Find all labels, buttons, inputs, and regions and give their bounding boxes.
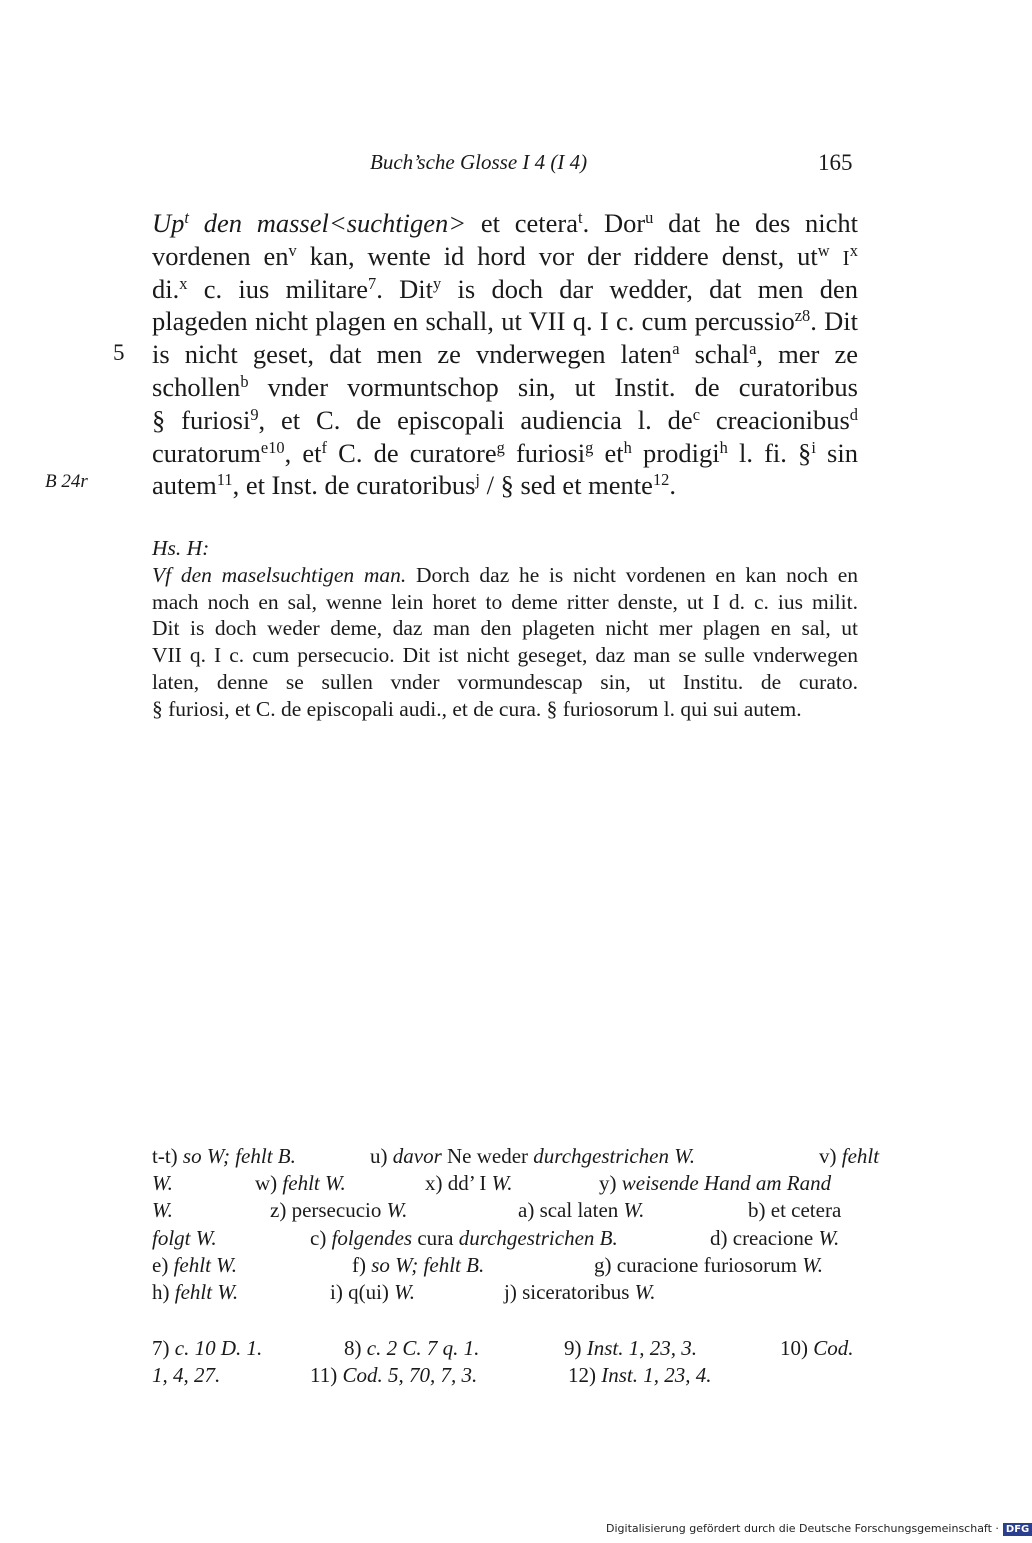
critical-apparatus bbox=[152, 1143, 880, 1306]
apparatus-line: folgt W. c) folgendes cura durchgestrichen B. d) creacione W. bbox=[152, 1225, 840, 1250]
apparatus-line: e) fehlt W. f) so W; fehlt B. g) curacione furiosorum W. bbox=[152, 1252, 824, 1277]
text-line: autem$^{11}$, et Inst. de curatoribus$^j$ / § sed et mente$^{12}$. bbox=[152, 470, 676, 501]
text-line: curatorum$^{e10}$, $et^f$ C. de curatore$^g$ furiosi$^g$ $et^h$ prodigi$^h$ l. fi. §$^i$ sin bbox=[152, 437, 858, 468]
source-notes bbox=[152, 1335, 858, 1389]
dfg-credit: Digitalisierung gefördert durch die Deutsche Forschungsgemeinschaft · DFG bbox=[606, 1522, 1032, 1536]
text-line: schollen$^b$ vnder vormuntschop sin, ut Instit. de curatoribus bbox=[152, 371, 858, 402]
text-line: Dit is doch weder deme, daz man den plageten nicht mer plagen en sal, ut bbox=[152, 616, 858, 641]
apparatus-line: t-t) so W; fehlt B. u) davor Ne weder durchgestrichen W. v) fehlt bbox=[152, 1144, 880, 1168]
text-line: § furiosi$^9$, et C. de episcopali audiencia l. $de^c$ creacionibus$^d$ bbox=[152, 404, 858, 435]
notes-line: 7) c. 10 D. 1. 8) c. 2 C. 7 q. 1. 9) Inst. 1, 23, 3. 10) Cod. bbox=[152, 1336, 854, 1360]
text-line: vordenen $en^v$ kan, wente id hord vor der riddere denst, $ut^w$ $I^x$ bbox=[152, 240, 858, 271]
hs-h-section bbox=[152, 535, 858, 723]
text-line: plageden nicht plagen en schall, ut VII q. I c. cum percussio$^{z8}$. Dit bbox=[152, 306, 858, 337]
page-number: 165 bbox=[818, 150, 853, 175]
text-line: is nicht geset, dat men ze vnderwegen laten$^a$ schal$^a$, mer ze bbox=[152, 339, 858, 370]
line-number: 5 bbox=[113, 340, 125, 365]
running-title: Buch’sche Glosse I 4 (I 4) bbox=[370, 150, 588, 174]
text-line: Vf den maselsuchtigen man. Dorch daz he is nicht vordenen en kan noch en bbox=[152, 562, 858, 587]
dfg-logo: DFG bbox=[1003, 1523, 1032, 1536]
apparatus-line: h) fehlt W. i) q(ui) W. j) siceratoribus W. bbox=[152, 1279, 656, 1304]
text-line: VII q. I c. cum persecucio. Dit ist nicht geseget, daz man se sulle vnderwegen bbox=[152, 643, 858, 668]
section-heading: Hs. H: bbox=[152, 536, 210, 560]
apparatus-line: W. z) persecucio W. a) scal laten W. b) et cetera bbox=[152, 1198, 842, 1223]
main-text bbox=[152, 207, 858, 502]
apparatus-line: W. w) fehlt W. x) dd’ I W. y) weisende Hand am Rand bbox=[152, 1171, 832, 1196]
text-line: Up$^t$ den massel<suchtigen> et cetera$^t$. Dor$^u$ dat he des nicht bbox=[152, 207, 859, 238]
notes-line: 1, 4, 27. 11) Cod. 5, 70, 7, 3. 12) Inst. 1, 23, 4. bbox=[152, 1363, 712, 1388]
text-line: di.$^x$ c. ius militare$^7$. Dit$^y$ is doch dar wedder, dat men den bbox=[152, 273, 858, 304]
folio-marker: B 24r bbox=[45, 471, 88, 492]
text-line: laten, denne se sullen vnder vormundescap sin, ut Institu. de curato. bbox=[152, 669, 858, 694]
text-line: § furiosi, et C. de episcopali audi., et de cura. § furiosorum l. qui sui autem. bbox=[152, 696, 802, 721]
text-line: mach noch en sal, wenne lein horet to deme ritter denste, ut I d. c. ius milit. bbox=[152, 589, 858, 614]
